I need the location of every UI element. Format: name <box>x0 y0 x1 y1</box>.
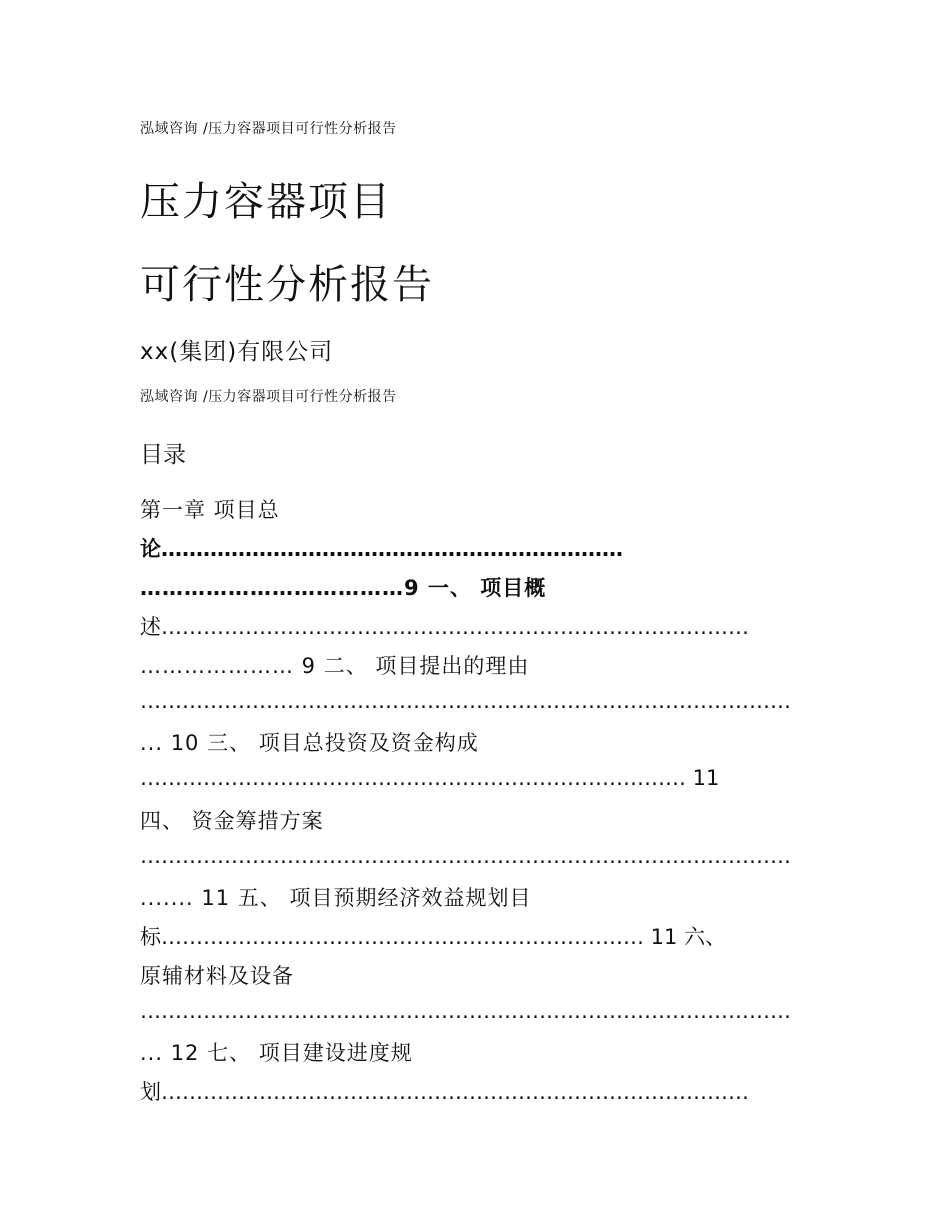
toc-line-4: 述………………………………………………………………………… <box>140 615 749 639</box>
toc-line-3-dots: ………………………………9 一、 项目概 <box>140 576 547 600</box>
title-line-2: 可行性分析报告 <box>140 262 434 308</box>
toc-line-6: ………………………………………………………………………………… <box>140 689 791 713</box>
company-name: xx(集团)有限公司 <box>140 339 334 365</box>
toc-line-9: 四、 资金筹措方案 <box>140 809 324 833</box>
toc-title: 目录 <box>140 442 186 468</box>
toc-line-3 <box>140 572 546 602</box>
running-header: 泓域咨询 /压力容器项目可行性分析报告 <box>140 121 397 137</box>
toc-line-11: ....... 11 五、 项目预期经济效益规划目 <box>140 886 532 910</box>
toc-line-10: ………………………………………………………………………………… <box>140 844 791 868</box>
toc-line-2: 论………………………………………………………… <box>140 537 623 561</box>
toc-line-5: ………………… 9 二、 项目提出的理由 <box>140 654 530 678</box>
toc-line-14: ………………………………………………………………………………… <box>140 999 791 1023</box>
running-header-repeat: 泓域咨询 /压力容器项目可行性分析报告 <box>140 389 397 405</box>
toc-line-13: 原辅材料及设备 <box>140 964 294 988</box>
toc-line-12: 标…………………………………………………………… 11 六、 <box>140 925 727 949</box>
toc-line-15: ... 12 七、 项目建设进度规 <box>140 1041 413 1065</box>
title-line-1: 压力容器项目 <box>140 179 392 225</box>
toc-line-1: 第一章 项目总 <box>140 498 280 522</box>
toc-line-7: ... 10 三、 项目总投资及资金构成 <box>140 731 479 755</box>
toc-line-16: 划………………………………………………………………………… <box>140 1080 749 1104</box>
toc-line-8: …………………………………………………………………… 11 <box>140 766 720 790</box>
